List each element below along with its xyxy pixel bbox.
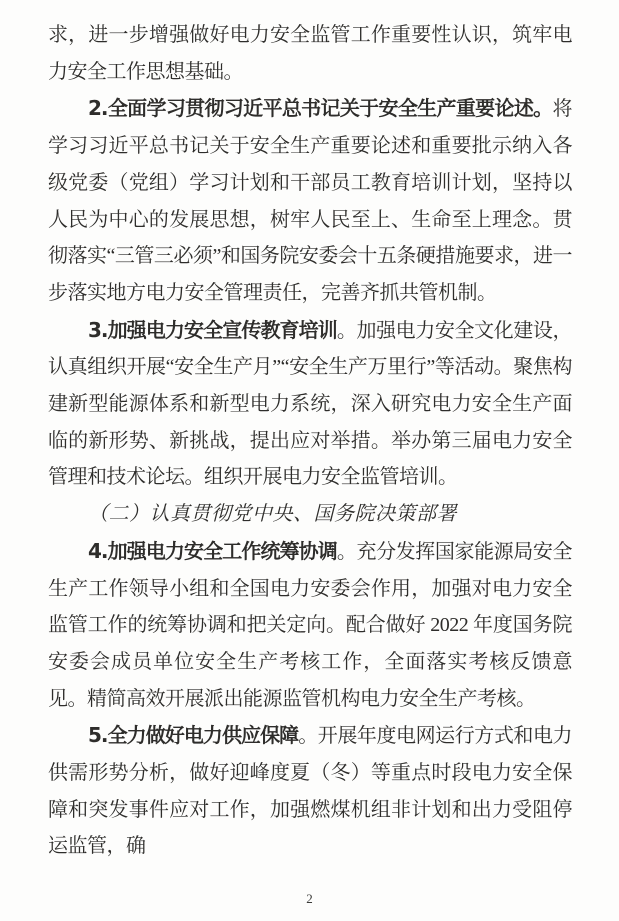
section-heading-2 (48, 496, 572, 533)
paragraph-text: 。充分发挥国家能源局安全生产工作领导小组和全国电力安委会作用，加强对电力安全监管工作的统筹协调和把关定向。配合做好 2022 年度国务院安委会成员单位安全生产考核工作，全面落实考核反馈意见。精简高效开展派出能源监管机构电力安全生产考核。 (48, 540, 572, 710)
paragraph-item-2 (48, 90, 572, 311)
paragraph-text: 将学习习近平总书记关于安全生产重要论述和重要批示纳入各级党委（党组）学习计划和干部员工教育培训计划，坚持以人民为中心的发展思想，树牢人民至上、生命至上理念。贯彻落实“三管三必须”和国务院安委会十五条硬措施要求，进一步落实地方电力安全管理责任，完善齐抓共管机制。 (48, 98, 572, 304)
paragraph-item-3 (48, 312, 572, 497)
paragraph-text: 求，进一步增强做好电力安全监管工作重要性认识，筑牢电力安全工作思想基础。 (48, 24, 572, 83)
paragraph-item-5 (48, 717, 572, 865)
paragraph-item-4 (48, 533, 572, 718)
item-4-bold-lead: 4.加强电力安全工作统筹协调 (88, 538, 337, 563)
item-5-bold-lead: 5.全力做好电力供应保障 (88, 723, 299, 748)
paragraph-text: 。加强电力安全文化建设，认真组织开展“安全生产月”“安全生产万里行”等活动。聚焦构建新型能源体系和新型电力系统，深入研究电力安全生产面临的新形势、新挑战，提出应对举措。举办第三届电力安全管理和技术论坛。组织开展电力安全监管培训。 (48, 319, 572, 489)
paragraph-continuation (48, 17, 572, 90)
page-number: 2 (306, 891, 313, 906)
item-3-bold-lead: 3.加强电力安全宣传教育培训 (88, 317, 337, 342)
paragraph-text: 。开展年度电网运行方式和电力供需形势分析，做好迎峰度夏（冬）等重点时段电力安全保障和突发事件应对工作，加强燃煤机组非计划和出力受阻停运监管，确 (48, 725, 573, 858)
item-2-bold-lead: 2.全面学习贯彻习近平总书记关于安全生产重要论述。 (88, 96, 553, 121)
document-body (48, 17, 572, 865)
section-heading-text: （二）认真贯彻党中央、国务院决策部署 (88, 503, 457, 526)
